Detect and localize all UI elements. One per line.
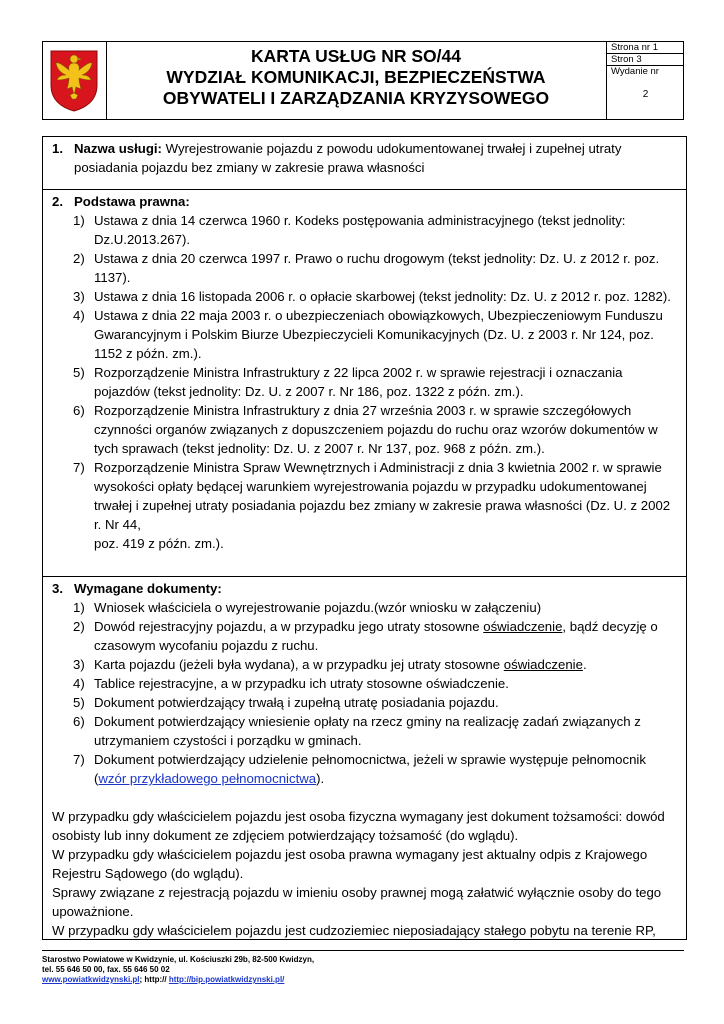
legal-basis-item (43, 458, 686, 553)
title-line-1: KARTA USŁUG NR SO/44 (250, 46, 462, 66)
oswiadczenie-link[interactable]: oświadczenie (483, 619, 563, 634)
section-2-number: 2. (52, 194, 63, 209)
legal-basis-item (43, 287, 686, 306)
item-text-line: Dz.U.2013.267). (94, 232, 191, 247)
title-line-3: OBYWATELI I ZARZĄDZANIA KRYZYSOWEGO (162, 88, 550, 108)
item-number: 1) (73, 213, 85, 228)
item-text-line-2: utrzymaniem czystości i porządku w gminach. (94, 733, 362, 748)
item-number: 7) (73, 460, 85, 475)
section-required-documents (43, 577, 686, 940)
item-text-line: trwałej i zupełnej utraty posiadania pojazdu bez zmiany w zakresie prawa własności (Dz. U. z 2002 r. Nr 44, (94, 498, 671, 532)
document-item-2 (43, 617, 686, 655)
eagle-coat-of-arms-icon (49, 49, 99, 112)
item-number: 4) (73, 676, 85, 691)
oswiadczenie-link[interactable]: oświadczenie (503, 657, 583, 672)
section-1-line-1 (43, 139, 686, 158)
legal-basis-item (43, 306, 686, 363)
paragraph-line: upoważnione. (52, 904, 134, 919)
section-3-heading (43, 579, 686, 598)
item-text: Dokument potwierdzający wniesienie opłaty na rzecz gminy na realizację zadań związanych z (94, 714, 641, 729)
item-text: . (582, 657, 587, 672)
item-text-line: Rozporządzenie Ministra Infrastruktury z 22 lipca 2002 r. w sprawie rejestracji i oznaczania (94, 365, 623, 380)
paragraph-authorized-persons (43, 883, 686, 921)
paragraph-line: osobisty lub inny dokument ze zdjęciem potwierdzający tożsamość (do wglądu). (52, 828, 519, 843)
paragraph-line: Sprawy związane z rejestracją pojazdu w imieniu osoby prawnej mogą załatwić wyłącznie osoby do tego (52, 885, 662, 900)
item-text-line: poz. 419 z późn. zm.). (94, 536, 224, 551)
item-text: Dowód rejestracyjny pojazdu, a w przypadku jego utraty stosowne (94, 619, 484, 634)
document-item-6 (43, 712, 686, 750)
item-text-line: czynności organów związanych z dopuszczeniem pojazdu do ruchu oraz wzorów dokumentów w (94, 422, 658, 437)
item-number: 3) (73, 289, 85, 304)
paragraph-line: W przypadku gdy właścicielem pojazdu jest osoba fizyczna wymagany jest dokument tożsamości: dowód (52, 809, 665, 824)
document-meta (606, 42, 684, 119)
document-item-4 (43, 674, 686, 693)
legal-basis-item (43, 249, 686, 287)
footer-links (42, 975, 684, 985)
section-service-name (43, 137, 686, 190)
item-text-line-2: czasowym wycofaniu pojazdu z ruchu. (94, 638, 319, 653)
paragraph-natural-person (43, 807, 686, 845)
bip-link[interactable]: http://bip.powiatkwidzynski.pl/ (168, 975, 285, 984)
page-footer (42, 950, 684, 985)
item-text: Dokument potwierdzający udzielenie pełnomocnictwa, jeżeli w sprawie występuje pełnomocnik (94, 752, 646, 767)
content-box (42, 136, 687, 940)
item-text-line: Gwarancyjnym i Polskim Biurze Ubezpieczycieli Komunikacyjnych (Dz. U. z 2003 r. Nr 124, poz. (94, 327, 654, 342)
item-text-line: Ustawa z dnia 14 czerwca 1960 r. Kodeks postępowania administracyjnego (tekst jednolity: (94, 213, 626, 228)
item-number: 1) (73, 600, 85, 615)
section-1-line-2: posiadania pojazdu bez zmiany w zakresie prawa własności (74, 160, 425, 175)
paren-open: ( (94, 771, 99, 786)
document-item-5 (43, 693, 686, 712)
edition-label: Wydanie nr (611, 66, 659, 77)
item-number: 5) (73, 365, 85, 380)
paren-close: ). (316, 771, 325, 786)
spacer (43, 788, 686, 807)
item-text-line: Rozporządzenie Ministra Spraw Wewnętrznych i Administracji z dnia 3 kwietnia 2002 r. w sprawie (94, 460, 662, 475)
website-link[interactable]: www.powiatkwidzynski.pl (42, 975, 140, 984)
item-text: Wniosek właściciela o wyrejestrowanie pojazdu.(wzór wniosku w załączeniu) (94, 600, 542, 615)
document-header (42, 41, 684, 120)
section-2-label: Podstawa prawna: (74, 194, 190, 209)
power-of-attorney-template-link[interactable]: wzór przykładowego pełnomocnictwa (98, 771, 317, 786)
item-text-line: Ustawa z dnia 16 listopada 2006 r. o opłacie skarbowej (tekst jednolity: Dz. U. z 2012 r. poz. 1282). (94, 289, 671, 304)
footer-address: Starostwo Powiatowe w Kwidzynie, ul. Kościuszki 29b, 82-500 Kwidzyn, (42, 955, 315, 964)
item-text: Dokument potwierdzający trwałą i zupełną utratę posiadania pojazdu. (94, 695, 499, 710)
document-item-7 (43, 750, 686, 788)
paragraph-line: W przypadku gdy właścicielem pojazdu jest osoba prawna wymagany jest aktualny odpis z Krajowego (52, 847, 648, 862)
title-line-2: WYDZIAŁ KOMUNIKACJI, BEZPIECZEŃSTWA (166, 67, 546, 87)
item-text-line: Ustawa z dnia 20 czerwca 1997 r. Prawo o ruchu drogowym (tekst jednolity: Dz. U. z 2012 r. poz. (94, 251, 660, 266)
edition-number: 2 (642, 89, 649, 100)
item-text-line: wysokości opłaty będącej warunkiem wyrejestrowania pojazdu w przypadku udokumentowanej (94, 479, 647, 494)
paragraph-line: W przypadku gdy właścicielem pojazdu jest cudzoziemiec nieposiadający stałego pobytu na terenie RP, (52, 923, 656, 938)
item-number: 2) (73, 619, 85, 634)
section-2-heading (43, 192, 686, 211)
page-count: Stron 3 (607, 54, 684, 66)
item-text-line: 1152 z późn. zm.). (94, 346, 202, 361)
document-item-3 (43, 655, 686, 674)
item-text-line-2 (94, 769, 680, 788)
item-text: , bądź decyzję o (562, 619, 658, 634)
section-1-text: Wyrejestrowanie pojazdu z powodu udokumentowanej trwałej i zupełnej utraty (165, 141, 622, 156)
footer-separator: ; http:// (139, 975, 169, 984)
item-text-line: tych sprawach (tekst jednolity: Dz. U. z 2007 r. Nr 137, poz. 968 z późn. zm.). (94, 441, 545, 456)
paragraph-foreigner (43, 921, 686, 940)
legal-basis-list (43, 211, 686, 553)
section-1-number: 1. (52, 141, 63, 156)
legal-basis-item (43, 211, 686, 249)
section-legal-basis (43, 190, 686, 577)
legal-basis-item (43, 401, 686, 458)
item-number: 3) (73, 657, 85, 672)
item-text: Tablice rejestracyjne, a w przypadku ich utraty stosowne oświadczenie. (94, 676, 509, 691)
item-text-line: Rozporządzenie Ministra Infrastruktury z dnia 27 września 2003 r. w sprawie szczegółowych (94, 403, 632, 418)
item-number: 6) (73, 714, 85, 729)
item-number: 6) (73, 403, 85, 418)
item-number: 5) (73, 695, 85, 710)
item-number: 4) (73, 308, 85, 323)
section-1-label: Nazwa usługi: (74, 141, 162, 156)
paragraph-legal-person (43, 845, 686, 883)
legal-basis-item (43, 363, 686, 401)
document-title (107, 42, 605, 119)
item-text-line: pojazdów (tekst jednolity: Dz. U. z 2007 r. Nr 186, poz. 1322 z późn. zm.). (94, 384, 524, 399)
document-item-1 (43, 598, 686, 617)
item-number: 2) (73, 251, 85, 266)
item-text-line: Ustawa z dnia 22 maja 2003 r. o ubezpieczeniach obowiązkowych, Ubezpieczeniowym Funduszu (94, 308, 663, 323)
logo-cell (43, 42, 107, 119)
section-3-label: Wymagane dokumenty: (74, 581, 222, 596)
item-number: 7) (73, 752, 85, 767)
footer-phone: tel. 55 646 50 00, fax. 55 646 50 02 (42, 965, 170, 974)
item-text: Karta pojazdu (jeżeli była wydana), a w przypadku jej utraty stosowne (94, 657, 504, 672)
paragraph-line: Rejestru Sądowego (do wglądu). (52, 866, 244, 881)
section-3-number: 3. (52, 581, 63, 596)
item-text-line: 1137). (94, 270, 131, 285)
page-number: Strona nr 1 (607, 42, 684, 54)
